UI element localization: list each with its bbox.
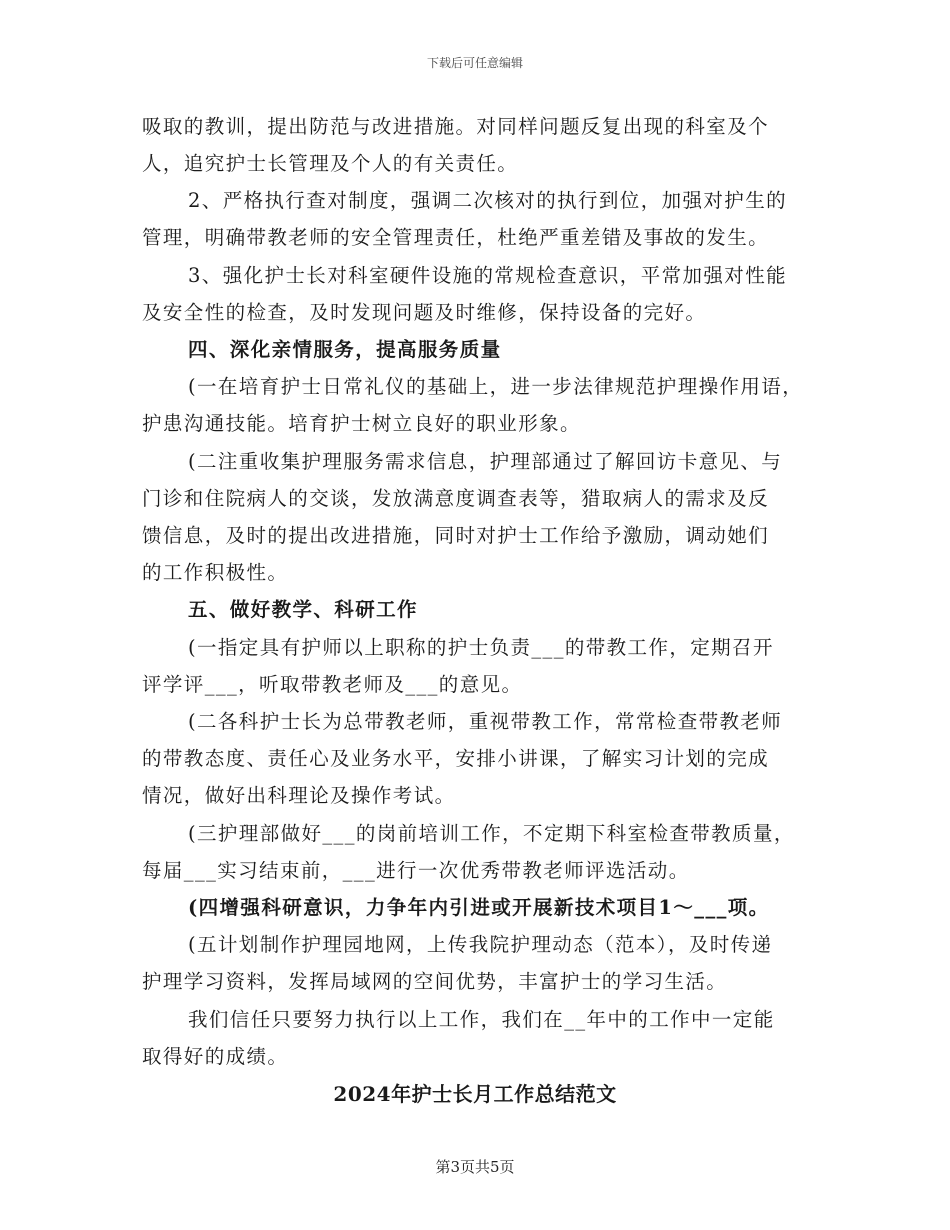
section-heading: 五、做好教学、科研工作: [188, 598, 418, 621]
page-header: 下载后可任意编辑: [426, 56, 523, 70]
page-footer: 第3页共5页: [435, 1158, 515, 1176]
text-line: (一在培育护士日常礼仪的基础上，进一步法律规范护理操作用语，: [188, 375, 804, 398]
text-line: 取得好的成绩。: [142, 1045, 289, 1068]
text-line: 评学评___，听取带教老师及___的意见。: [142, 673, 523, 696]
text-line: 管理，明确带教老师的安全管理责任，杜绝严重差错及事故的发生。: [142, 226, 770, 249]
text-line: 3、强化护士长对科室硬件设施的常规检查意识，平常加强对性能: [188, 264, 788, 287]
text-line: 我们信任只要努力执行以上工作，我们在__年中的工作中一定能: [188, 1008, 775, 1031]
text-line: 每届___实习结束前，___进行一次优秀带教老师评选活动。: [142, 859, 690, 882]
document-title: 2024年护士长月工作总结范文: [333, 1082, 617, 1106]
text-line: 及安全性的检查，及时发现问题及时维修，保持设备的完好。: [142, 301, 707, 324]
bold-text-line: (四增强科研意识，力争年内引进或开展新技术项目1～___项。: [188, 896, 770, 919]
text-line: 的带教态度、责任心及业务水平，安排小讲课，了解实习计划的完成: [142, 747, 770, 770]
text-line: 馈信息，及时的提出改进措施，同时对护士工作给予激励，调动她们: [142, 524, 770, 547]
text-line: 人，追究护士长管理及个人的有关责任。: [142, 152, 519, 175]
text-line: 的工作积极性。: [142, 561, 289, 584]
section-heading: 四、深化亲情服务，提高服务质量: [188, 338, 502, 361]
text-line: 护理学习资料，发挥局域网的空间优势，丰富护士的学习生活。: [142, 970, 728, 993]
text-line: (三护理部做好___的岗前培训工作，不定期下科室检查带教质量，: [188, 822, 795, 845]
text-line: 情况，做好出科理论及操作考试。: [142, 784, 456, 807]
text-line: 吸取的教训，提出防范与改进措施。对同样问题反复出现的科室及个: [142, 115, 770, 138]
text-line: 护患沟通技能。培育护士树立良好的职业形象。: [142, 412, 581, 435]
text-line: (五计划制作护理园地网，上传我院护理动态（范本），及时传递: [188, 933, 773, 956]
text-line: (二各科护士长为总带教老师，重视带教工作，常常检查带教老师: [188, 710, 783, 733]
text-line: 门诊和住院病人的交谈，发放满意度调查表等，猎取病人的需求及反: [142, 487, 770, 510]
text-line: (一指定具有护师以上职称的护士负责___的带教工作，定期召开: [188, 636, 774, 659]
text-line: (二注重收集护理服务需求信息，护理部通过了解回访卡意见、与: [188, 450, 783, 473]
text-line: 2、严格执行查对制度，强调二次核对的执行到位，加强对护生的: [188, 189, 788, 212]
